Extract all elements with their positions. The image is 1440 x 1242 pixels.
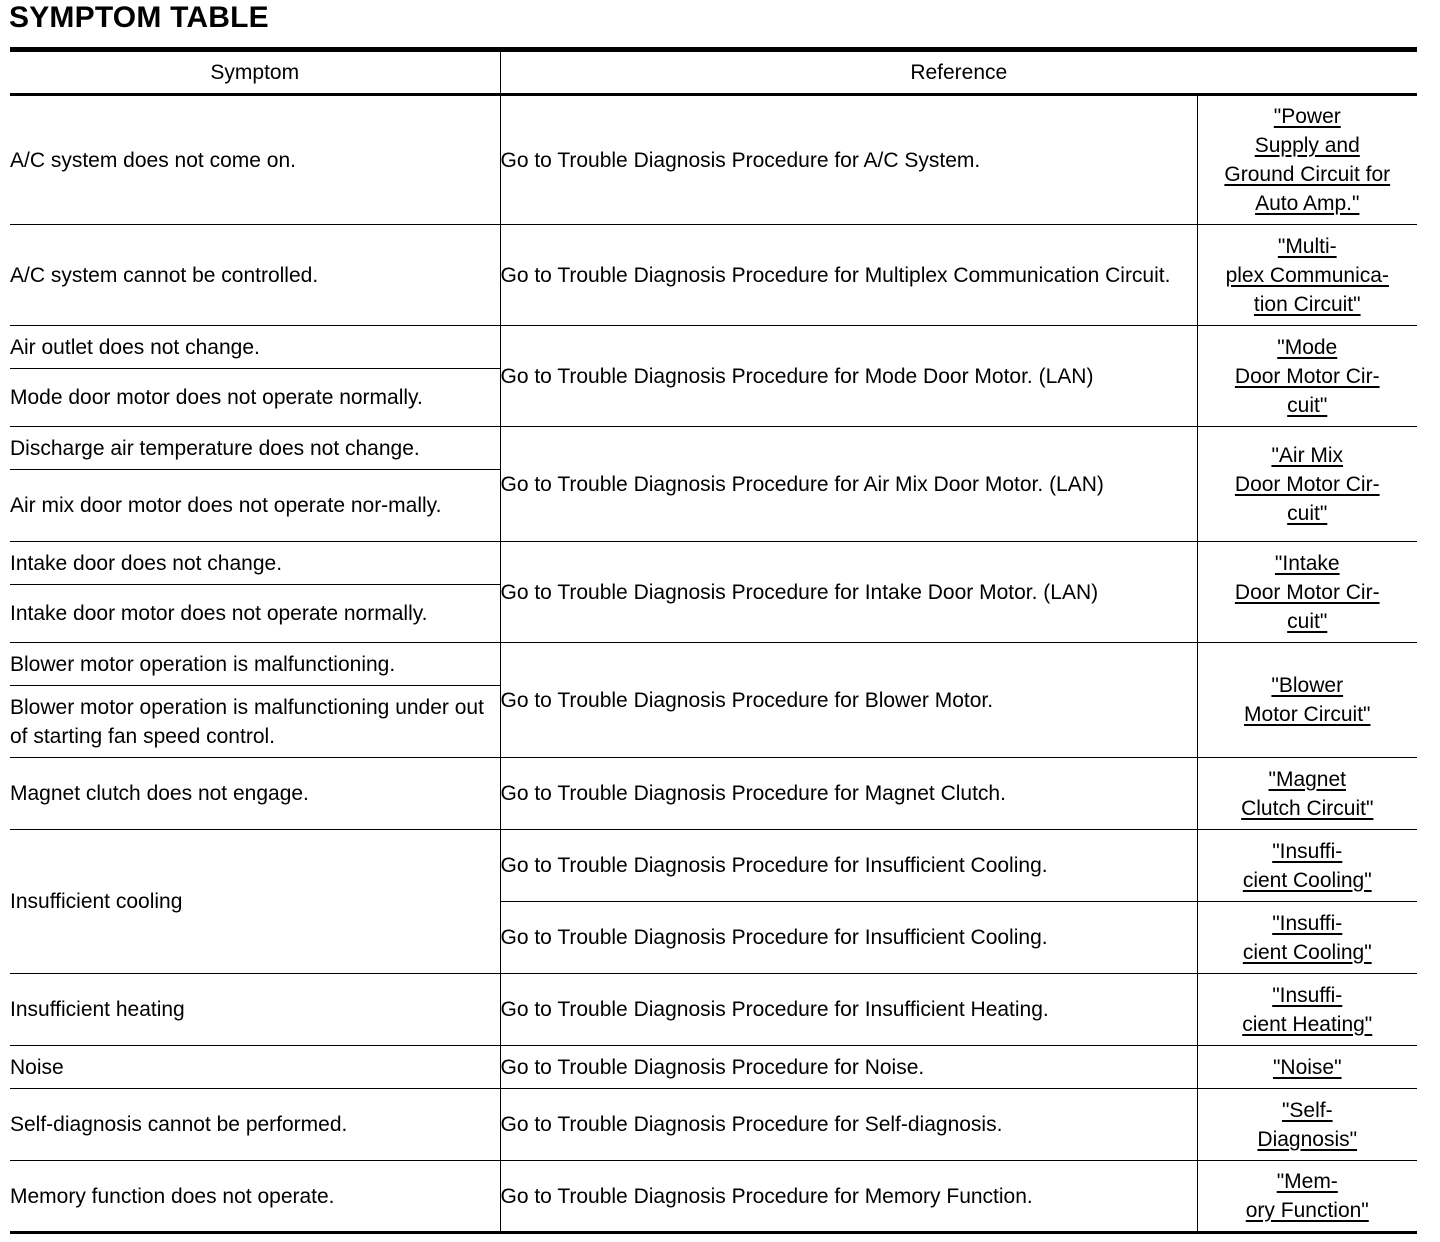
reference-link[interactable]: "Intake Door Motor Cir- cuit" [1234,551,1380,633]
table-row [10,830,1417,902]
table-row [10,427,1417,470]
table-row [10,1161,1417,1233]
procedure-cell: Go to Trouble Diagnosis Procedure for Self-diagnosis. [500,1089,1197,1161]
reference-cell [1197,542,1417,643]
symptom-cell: Blower motor operation is malfunctioning under out of starting fan speed control. [10,686,500,758]
procedure-cell: Go to Trouble Diagnosis Procedure for Memory Function. [500,1161,1197,1233]
table-row [10,542,1417,585]
symptom-cell: Blower motor operation is malfunctioning. [10,643,500,686]
reference-link[interactable]: "Mode Door Motor Cir- cuit" [1234,335,1380,417]
procedure-cell: Go to Trouble Diagnosis Procedure for Mode Door Motor. (LAN) [500,326,1197,427]
symptom-cell: Self-diagnosis cannot be performed. [10,1089,500,1161]
symptom-cell: A/C system cannot be controlled. [10,225,500,326]
reference-cell [1197,225,1417,326]
procedure-cell: Go to Trouble Diagnosis Procedure for Insufficient Heating. [500,974,1197,1046]
reference-cell [1197,830,1417,902]
table-row [10,1046,1417,1089]
procedure-cell: Go to Trouble Diagnosis Procedure for Insufficient Cooling. [500,902,1197,974]
reference-cell [1197,902,1417,974]
reference-link[interactable]: "Magnet Clutch Circuit" [1241,767,1374,820]
table-row [10,225,1417,326]
procedure-cell: Go to Trouble Diagnosis Procedure for Blower Motor. [500,643,1197,758]
reference-cell [1197,1046,1417,1089]
symptom-cell: Magnet clutch does not engage. [10,758,500,830]
reference-link[interactable]: "Noise" [1272,1055,1342,1079]
reference-cell [1197,95,1417,225]
table-row [10,758,1417,830]
table-row [10,95,1417,225]
reference-link[interactable]: "Power Supply and Ground Circuit for Auto Amp." [1224,105,1391,215]
reference-link[interactable]: "Multi- plex Communica- tion Circuit" [1225,234,1389,316]
reference-link[interactable]: "Blower Motor Circuit" [1244,674,1371,726]
symptom-cell: Air outlet does not change. [10,326,500,369]
reference-column-header: Reference [500,50,1417,95]
reference-cell [1197,427,1417,542]
reference-cell [1197,1089,1417,1161]
reference-cell [1197,643,1417,758]
procedure-cell: Go to Trouble Diagnosis Procedure for Air Mix Door Motor. (LAN) [500,427,1197,542]
reference-link[interactable]: "Self- Diagnosis" [1257,1098,1358,1151]
symptom-cell: Intake door does not change. [10,542,500,585]
header-row [10,50,1417,95]
table-row [10,974,1417,1046]
reference-link[interactable]: "Insuffi- cient Cooling" [1242,839,1372,892]
table-row [10,326,1417,369]
table-row [10,643,1417,686]
procedure-cell: Go to Trouble Diagnosis Procedure for Multiplex Communication Circuit. [500,225,1197,326]
reference-link[interactable]: "Insuffi- cient Cooling" [1242,911,1372,964]
reference-cell [1197,326,1417,427]
symptom-cell: Insufficient cooling [10,830,500,974]
symptom-cell: Intake door motor does not operate normally. [10,585,500,643]
table-row [10,1089,1417,1161]
reference-cell [1197,758,1417,830]
reference-link[interactable]: "Insuffi- cient Heating" [1242,983,1373,1036]
page-title: SYMPTOM TABLE [9,1,269,34]
symptom-cell: Noise [10,1046,500,1089]
procedure-cell: Go to Trouble Diagnosis Procedure for A/C System. [500,95,1197,225]
symptom-cell: Insufficient heating [10,974,500,1046]
symptom-cell: Mode door motor does not operate normally. [10,369,500,427]
procedure-cell: Go to Trouble Diagnosis Procedure for Noise. [500,1046,1197,1089]
symptom-column-header: Symptom [10,50,500,95]
procedure-cell: Go to Trouble Diagnosis Procedure for Magnet Clutch. [500,758,1197,830]
reference-cell [1197,1161,1417,1233]
reference-link[interactable]: "Mem- ory Function" [1245,1170,1369,1222]
symptom-cell: Discharge air temperature does not change. [10,427,500,470]
procedure-cell: Go to Trouble Diagnosis Procedure for Intake Door Motor. (LAN) [500,542,1197,643]
symptom-cell: A/C system does not come on. [10,95,500,225]
reference-cell [1197,974,1417,1046]
reference-link[interactable]: "Air Mix Door Motor Cir- cuit" [1234,443,1380,525]
symptom-table [10,47,1417,1234]
symptom-cell: Air mix door motor does not operate nor-mally. [10,470,500,542]
procedure-cell: Go to Trouble Diagnosis Procedure for Insufficient Cooling. [500,830,1197,902]
symptom-cell: Memory function does not operate. [10,1161,500,1233]
